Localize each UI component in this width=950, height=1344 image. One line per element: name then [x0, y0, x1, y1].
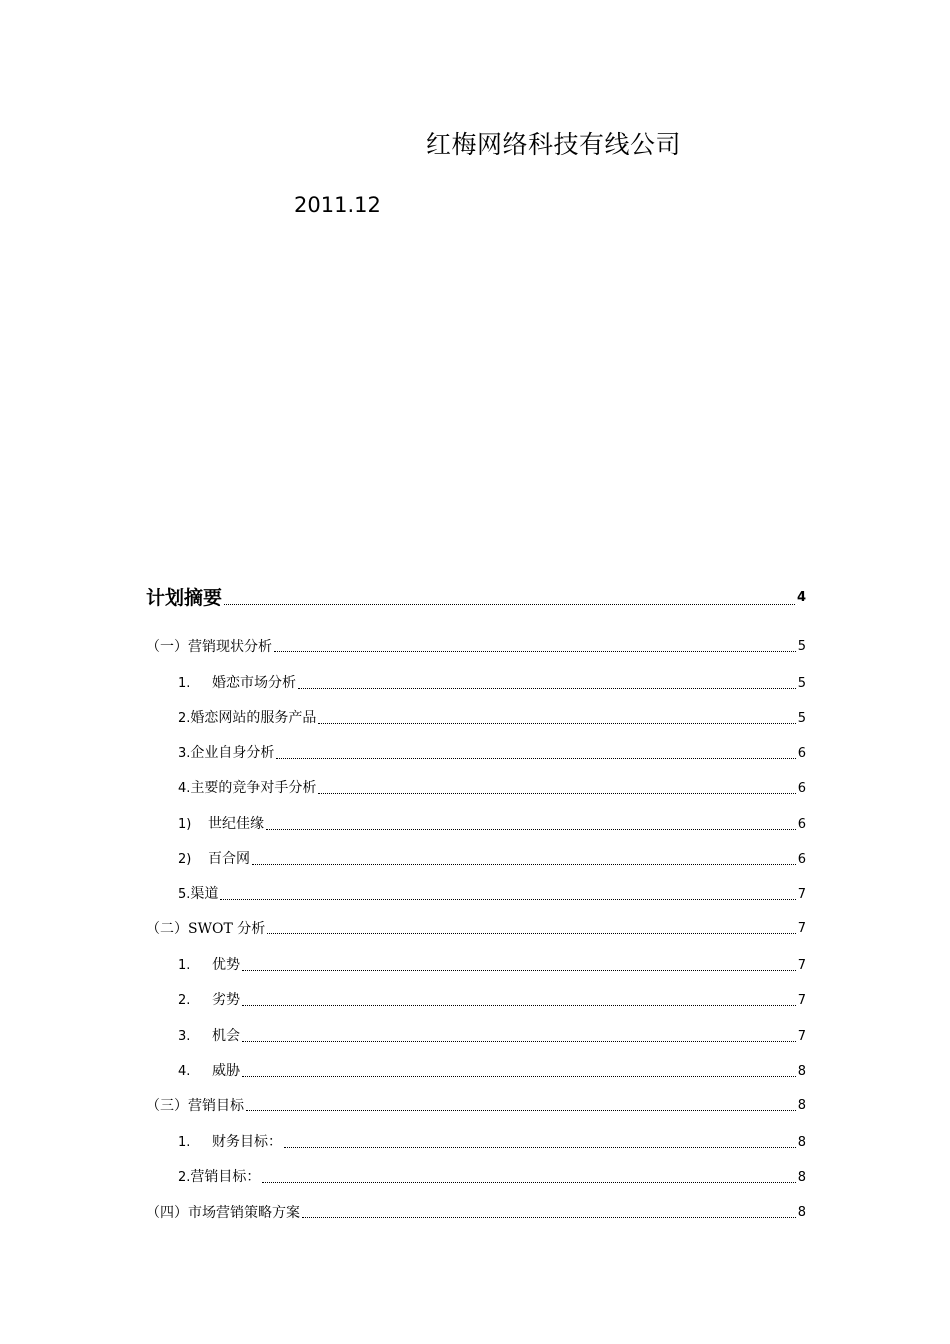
toc-entry-summary[interactable] [146, 586, 806, 610]
toc-leader [252, 864, 796, 865]
toc-number: 5. [178, 887, 191, 902]
toc-page: 8 [797, 1170, 806, 1185]
toc-entry[interactable] [178, 815, 806, 834]
toc-number: 4. [178, 1064, 191, 1079]
toc-leader [318, 723, 795, 724]
toc-label: （一）营销现状分析 [146, 639, 272, 655]
toc-leader [318, 793, 795, 794]
toc-leader [242, 1076, 796, 1077]
toc-entry[interactable] [178, 850, 806, 869]
toc-label: 威胁 [212, 1063, 240, 1079]
toc-entry[interactable] [178, 779, 806, 798]
toc-entry[interactable] [178, 709, 806, 728]
toc-entry[interactable] [146, 638, 806, 656]
toc-label: （四）市场营销策略方案 [146, 1205, 300, 1221]
toc-number: 2. [178, 993, 191, 1008]
toc-entry[interactable] [146, 920, 806, 938]
toc-page: 6 [797, 781, 806, 796]
toc-entry[interactable] [178, 956, 806, 975]
toc-label: 婚恋网站的服务产品 [190, 710, 317, 726]
toc-page: 7 [797, 887, 806, 902]
toc-leader [298, 688, 796, 689]
toc-label: 财务目标： [212, 1134, 282, 1150]
toc-entry[interactable] [178, 1062, 806, 1081]
toc-label: （三）营销目标 [146, 1098, 244, 1114]
toc-page: 7 [797, 993, 806, 1008]
toc-number: 2. [178, 1170, 191, 1185]
toc-page: 8 [797, 1098, 806, 1113]
toc-label: （二）SWOT 分析 [146, 921, 266, 937]
toc-page: 6 [797, 746, 806, 761]
toc-leader [284, 1147, 796, 1148]
toc-entry[interactable] [178, 1133, 806, 1152]
document-date: 2011.12 [294, 193, 381, 217]
toc-number: 4. [178, 781, 191, 796]
toc-leader [242, 1005, 796, 1006]
toc-label: 百合网 [208, 851, 250, 867]
toc-number: 1. [178, 958, 191, 973]
toc-label: 计划摘要 [146, 587, 223, 609]
toc-leader [224, 604, 795, 605]
toc-number: 3. [178, 746, 191, 761]
toc-number: 1) [178, 817, 192, 832]
toc-label: 婚恋市场分析 [212, 675, 296, 691]
toc-page: 8 [797, 1064, 806, 1079]
toc-leader [262, 1182, 795, 1183]
toc-number: 1. [178, 676, 191, 691]
toc-number: 2. [178, 711, 191, 726]
toc-entry[interactable] [146, 1097, 806, 1115]
toc-page: 5 [797, 639, 806, 654]
toc-label: 优势 [212, 957, 240, 973]
toc-leader [302, 1217, 796, 1218]
toc-leader [276, 758, 795, 759]
toc-leader [246, 1110, 796, 1111]
toc-label: 机会 [212, 1028, 240, 1044]
toc-entry[interactable] [178, 1168, 806, 1187]
toc-page: 5 [797, 711, 806, 726]
toc-leader [242, 970, 796, 971]
toc-leader [266, 829, 796, 830]
toc-page: 7 [797, 921, 806, 936]
company-name: 红梅网络科技有线公司 [426, 130, 682, 159]
toc-page: 6 [797, 817, 806, 832]
toc-page: 4 [796, 590, 806, 605]
toc-label: 主要的竞争对手分析 [190, 780, 317, 796]
toc-page: 6 [797, 852, 806, 867]
toc-entry[interactable] [178, 991, 806, 1010]
toc-page: 7 [797, 958, 806, 973]
toc-entry[interactable] [178, 1027, 806, 1046]
toc-label: 营销目标： [190, 1169, 261, 1185]
toc-page: 8 [797, 1205, 806, 1220]
toc-leader [267, 933, 795, 934]
toc-number: 3. [178, 1029, 191, 1044]
toc-entry[interactable] [178, 744, 806, 763]
toc-label: 劣势 [212, 992, 240, 1008]
toc-leader [220, 899, 795, 900]
toc-page: 8 [797, 1135, 806, 1150]
toc-label: 渠道 [190, 886, 219, 902]
toc-label: 世纪佳缘 [208, 816, 264, 832]
toc-leader [274, 651, 796, 652]
toc-label: 企业自身分析 [190, 745, 275, 761]
toc-page: 5 [797, 676, 806, 691]
toc-number: 2) [178, 852, 192, 867]
toc-page: 7 [797, 1029, 806, 1044]
toc-leader [242, 1041, 796, 1042]
toc-entry[interactable] [146, 1204, 806, 1222]
toc-entry[interactable] [178, 674, 806, 693]
toc-entry[interactable] [178, 885, 806, 904]
toc-number: 1. [178, 1135, 191, 1150]
